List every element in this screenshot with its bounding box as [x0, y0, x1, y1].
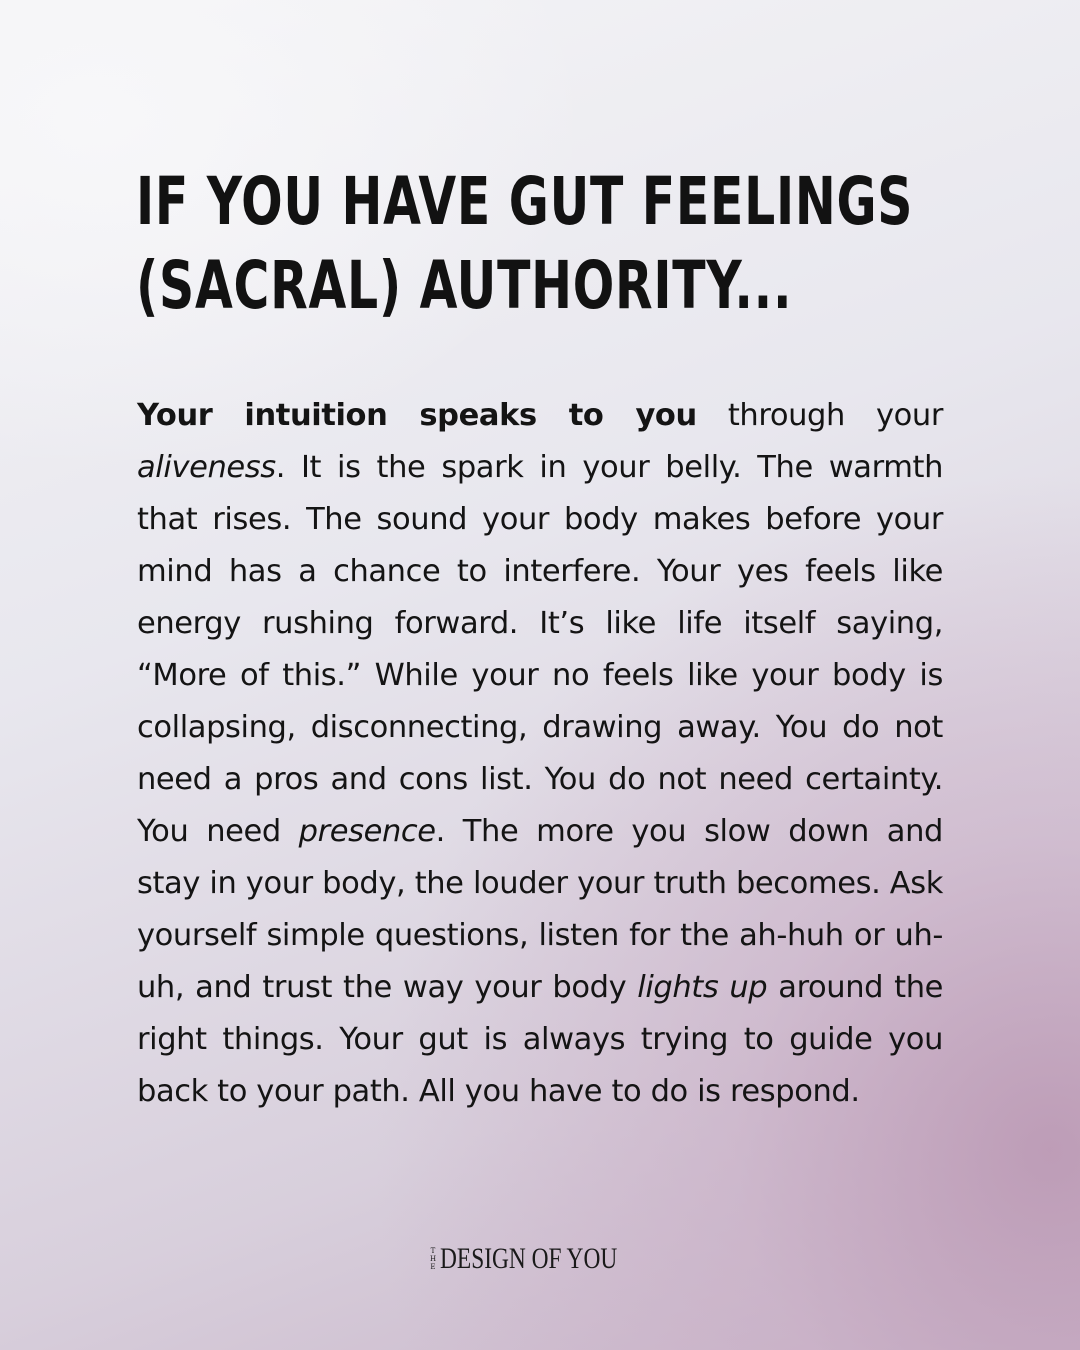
headline-line-2: (SACRAL) AUTHORITY...: [136, 247, 793, 324]
body-text-part-3: . The more you slow down and stay in your body, the louder your truth becomes. Ask yourself simple questions, listen for the ah-huh or uh-uh, and trust the way your body: [137, 814, 943, 1005]
body-italic-lights-up: lights up: [637, 970, 768, 1005]
logo-wordmark: DESIGN OF YOU: [440, 1242, 618, 1275]
headline-line-1: IF YOU HAVE GUT FEELINGS: [136, 163, 914, 240]
body-lead-bold: Your intuition speaks to you: [137, 398, 697, 433]
logo-the-letter: H: [429, 1255, 437, 1263]
logo-the-stack: [430, 1247, 436, 1271]
body-italic-presence: presence: [298, 814, 436, 849]
body-text-part-2: . It is the spark in your belly. The warmth that rises. The sound your body makes before your mind has a chance to interfere. Your yes feels like energy rushing forward. It’s like life itself saying, “More of this.” While your no feels like your body is collapsing, disconnecting, drawing away. You do not need a pros and cons list. You do not need certainty. You need: [137, 450, 943, 849]
brand-logo: [0, 1242, 1080, 1276]
brand-logo-inner: [430, 1242, 650, 1276]
logo-the-letter: E: [430, 1263, 436, 1271]
headline: [136, 160, 914, 328]
body-text-part-4: around the right things. Your gut is always trying to guide you back to your path. All you have to do is respond.: [137, 970, 943, 1109]
body-paragraph: [137, 390, 943, 1118]
body-italic-aliveness: aliveness: [137, 450, 276, 485]
logo-the-letter: T: [430, 1247, 436, 1255]
body-text-part-1: through your: [696, 398, 943, 433]
